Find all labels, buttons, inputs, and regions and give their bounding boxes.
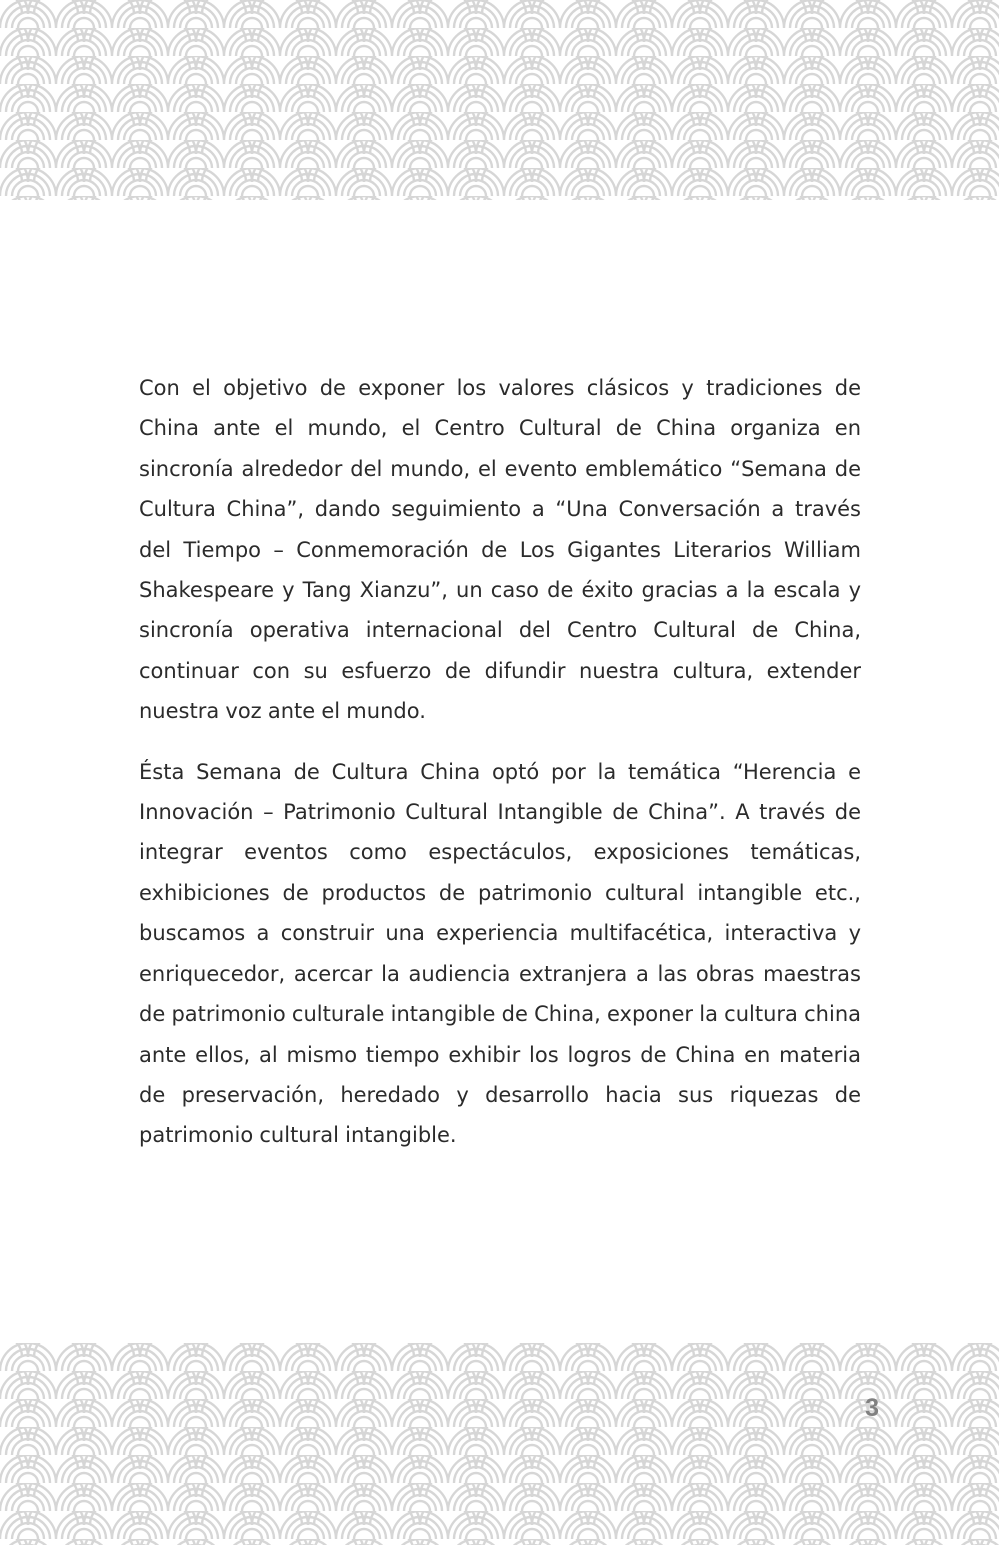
wave-pattern-top [0,0,999,200]
page-number: 3 [865,1394,879,1422]
paragraph-2: Ésta Semana de Cultura China optó por la temática “Herencia e Innovación – Patrimonio Cultural Intangible de China”. A través de integrar eventos como espectáculos, exposiciones temáticas, exhibiciones de productos de patrimonio cultural intangible etc., buscamos a construir una experiencia multifacética, interactiva y enriquecedor, acercar la audiencia extranjera a las obras maestras de patrimonio culturale intangible de China, exponer la cultura china ante ellos, al mismo tiempo exhibir los logros de China en materia de preservación, heredado y desarrollo hacia sus riquezas de patrimonio cultural intangible. [139,759,861,1148]
bottom-wave-pattern-band [0,1343,999,1545]
wave-pattern-bottom [0,1343,999,1545]
top-wave-pattern-band [0,0,999,200]
paragraph-1: Con el objetivo de exponer los valores clásicos y tradiciones de China ante el mundo, el Centro Cultural de China organiza en sincronía alrededor del mundo, el evento emblemático “Semana de Cultura China”, dando seguimiento a “Una Conversación a través del Tiempo – Conmemoración de Los Gigantes Literarios William Shakespeare y Tang Xianzu”, un caso de éxito gracias a la escala y sincronía operativa internacional del Centro Cultural de China, continuar con su esfuerzo de difundir nuestra cultura, extender nuestra voz ante el mundo. [139,376,861,724]
body-text [139,368,861,1156]
